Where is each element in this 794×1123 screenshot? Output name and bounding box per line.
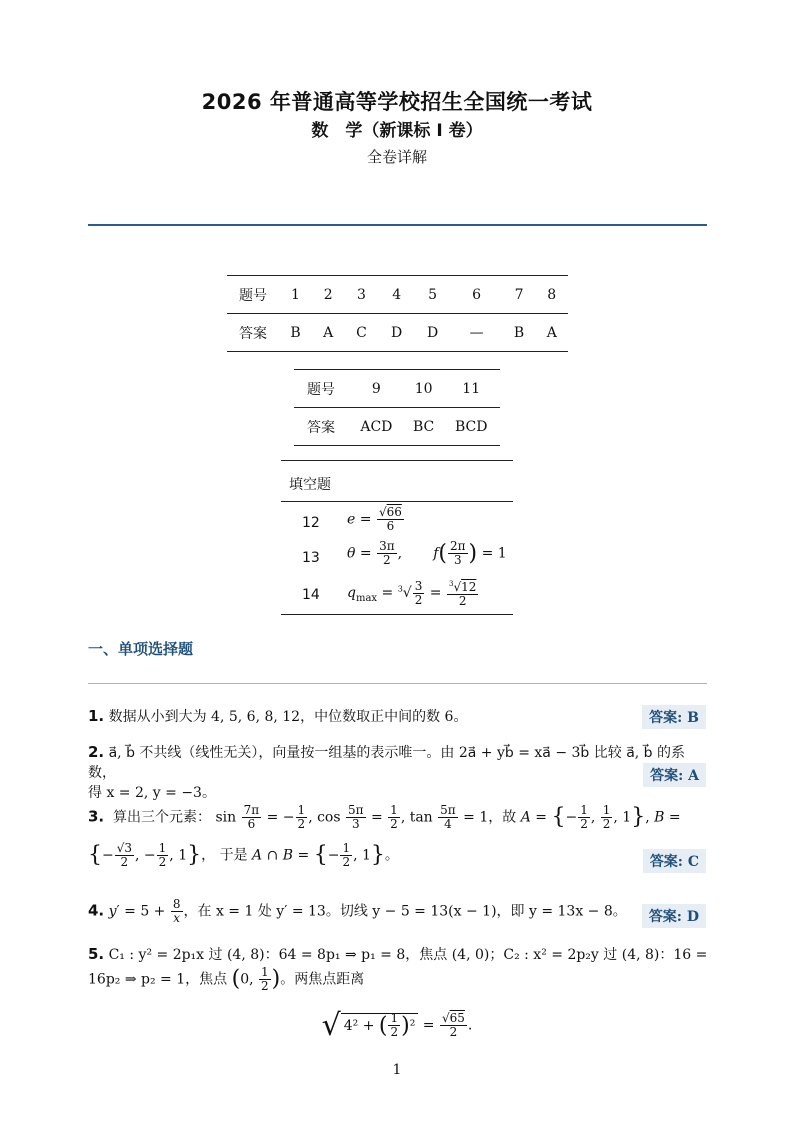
question-text: C₁ : y² = 2p₁x 过 (4, 8)：64 = 8p₁ ⇒ p₁ = 8，焦点 (4, 0)；C₂ : x² = 2p₂y 过 (4, 8)：16 = xyxy=(108,947,708,963)
fill-table-mid-rule xyxy=(281,501,513,502)
question-5 xyxy=(88,944,708,965)
table-cell: BC xyxy=(405,408,443,446)
fill-item-answer-12: e = $\frac{√66}{6}$ xyxy=(347,505,402,533)
table-cell: BCD xyxy=(442,408,500,446)
table-cell: B xyxy=(503,314,536,352)
exam-subtitle: 数 学（新课标 I 卷） xyxy=(311,121,483,141)
table-cell: 9 xyxy=(348,370,405,408)
question-number: 4. xyxy=(88,901,105,920)
answer-table-2 xyxy=(294,369,500,446)
section-heading: 一、单项选择题 xyxy=(88,640,194,658)
question-text: ，在 x = 1 处 y′ = 13。切线 y − 5 = 13(x − 1)，即 y = 13x − 8。 xyxy=(183,903,627,920)
exam-title: 2026 年普通高等学校招生全国统一考试 xyxy=(201,90,593,114)
question-4: 4. y′ = 5 + $\frac{8}{x}$ ，在 x = 1 处 y′ = 13。切线 y − 5 = 13(x − 1)，即 y = 13x − 8。 xyxy=(88,897,627,925)
question-text: 于是 xyxy=(219,847,248,864)
question-number: 2. xyxy=(88,743,105,761)
fill-item-number: 13 xyxy=(302,550,320,566)
table-cell: 6 xyxy=(451,276,503,314)
table-cell: 4 xyxy=(379,276,415,314)
fill-table-bottom-rule xyxy=(281,614,513,615)
question-text: 算出三个元素： xyxy=(113,809,212,826)
question-number: 3. xyxy=(88,807,105,826)
question-5-line2: 16p₂ ⇒ p₂ = 1，焦点 (0, $\frac{1}{2}$ )。两焦点距离 xyxy=(88,965,365,993)
table-cell: D xyxy=(415,314,451,352)
table-cell: C xyxy=(344,314,378,352)
question-text: a⃗, b⃗ 不共线（线性无关），向量按一组基的表示唯一。由 2a⃗ + yb⃗ = xa⃗ − 3b⃗ 比较 a⃗, b⃗ 的系数， xyxy=(88,745,686,781)
page-number: 1 xyxy=(392,1062,402,1078)
fill-item-number: 14 xyxy=(302,587,320,603)
table-cell: 10 xyxy=(405,370,443,408)
table-row-label: 题号 xyxy=(294,370,348,408)
question-text: 。两焦点距离 xyxy=(280,971,365,988)
table-cell: 7 xyxy=(503,276,536,314)
table-cell: 2 xyxy=(312,276,344,314)
fill-table-heading: 填空题 xyxy=(289,477,331,493)
answer-badge: 答案: C xyxy=(643,849,706,873)
table-cell: 3 xyxy=(344,276,378,314)
question-text: 数据从小到大为 4, 5, 6, 8, 12，中位数取正中间的数 6。 xyxy=(108,709,468,725)
table-cell: ACD xyxy=(348,408,405,446)
exam-tagline: 全卷详解 xyxy=(366,148,427,166)
table-cell: B xyxy=(279,314,312,352)
distance-formula: √ 4² + ( $\frac{1}{2}$ )² = $\frac{√65}{2}$ . xyxy=(321,1008,473,1043)
fill-item-number: 12 xyxy=(302,515,320,531)
question-text: 得 x = 2, y = −3。 xyxy=(88,785,216,801)
table-row-label: 答案 xyxy=(227,314,279,352)
table-cell: D xyxy=(379,314,415,352)
question-2 xyxy=(88,742,708,803)
fill-table-top-rule xyxy=(281,460,513,461)
answer-table-1 xyxy=(227,275,568,352)
table-row-label: 题号 xyxy=(227,276,279,314)
answer-badge: 答案: A xyxy=(643,763,706,787)
answer-badge: 答案: B xyxy=(642,705,706,729)
table-cell: A xyxy=(312,314,344,352)
table-cell: 11 xyxy=(442,370,500,408)
fill-item-answer-13: θ = $\frac{3\pi}{2}$ , f( $\frac{2\pi}{3}$ ) = 1 xyxy=(347,539,507,567)
question-number: 5. xyxy=(88,945,105,963)
section-divider xyxy=(88,683,707,684)
table-row-label: 答案 xyxy=(294,408,348,446)
table-cell: 1 xyxy=(279,276,312,314)
question-3-line2: {− $\frac{√3}{2}$ , − $\frac{1}{2}$ , 1}， 于是 A ∩ B = {− $\frac{1}{2}$ , 1}。 xyxy=(88,841,399,869)
table-cell: 8 xyxy=(536,276,568,314)
question-number: 1. xyxy=(88,707,105,725)
question-text: 16p₂ ⇒ p₂ = 1，焦点 xyxy=(88,971,228,988)
header-divider xyxy=(88,224,707,226)
fill-item-answer-14: $q_{max} = ^3√$ $\frac{3}{2}$ = $\frac{^3√12}{2}$ xyxy=(347,578,477,608)
question-1 xyxy=(88,706,708,727)
table-cell: A xyxy=(536,314,568,352)
answer-badge: 答案: D xyxy=(642,904,706,928)
table-cell: — xyxy=(451,314,503,352)
question-3: 3. 算出三个元素： sin $\frac{7\pi}{6}$ = − $\frac{1}{2}$ , cos $\frac{5\pi}{3}$ = $\frac{1}{2}$ , tan $\frac{5\pi}{4}$ = 1，故 A = {− $\frac{1}{2}$ , $\frac{1}{2}$ , 1}, B = xyxy=(88,803,681,831)
table-cell: 5 xyxy=(415,276,451,314)
